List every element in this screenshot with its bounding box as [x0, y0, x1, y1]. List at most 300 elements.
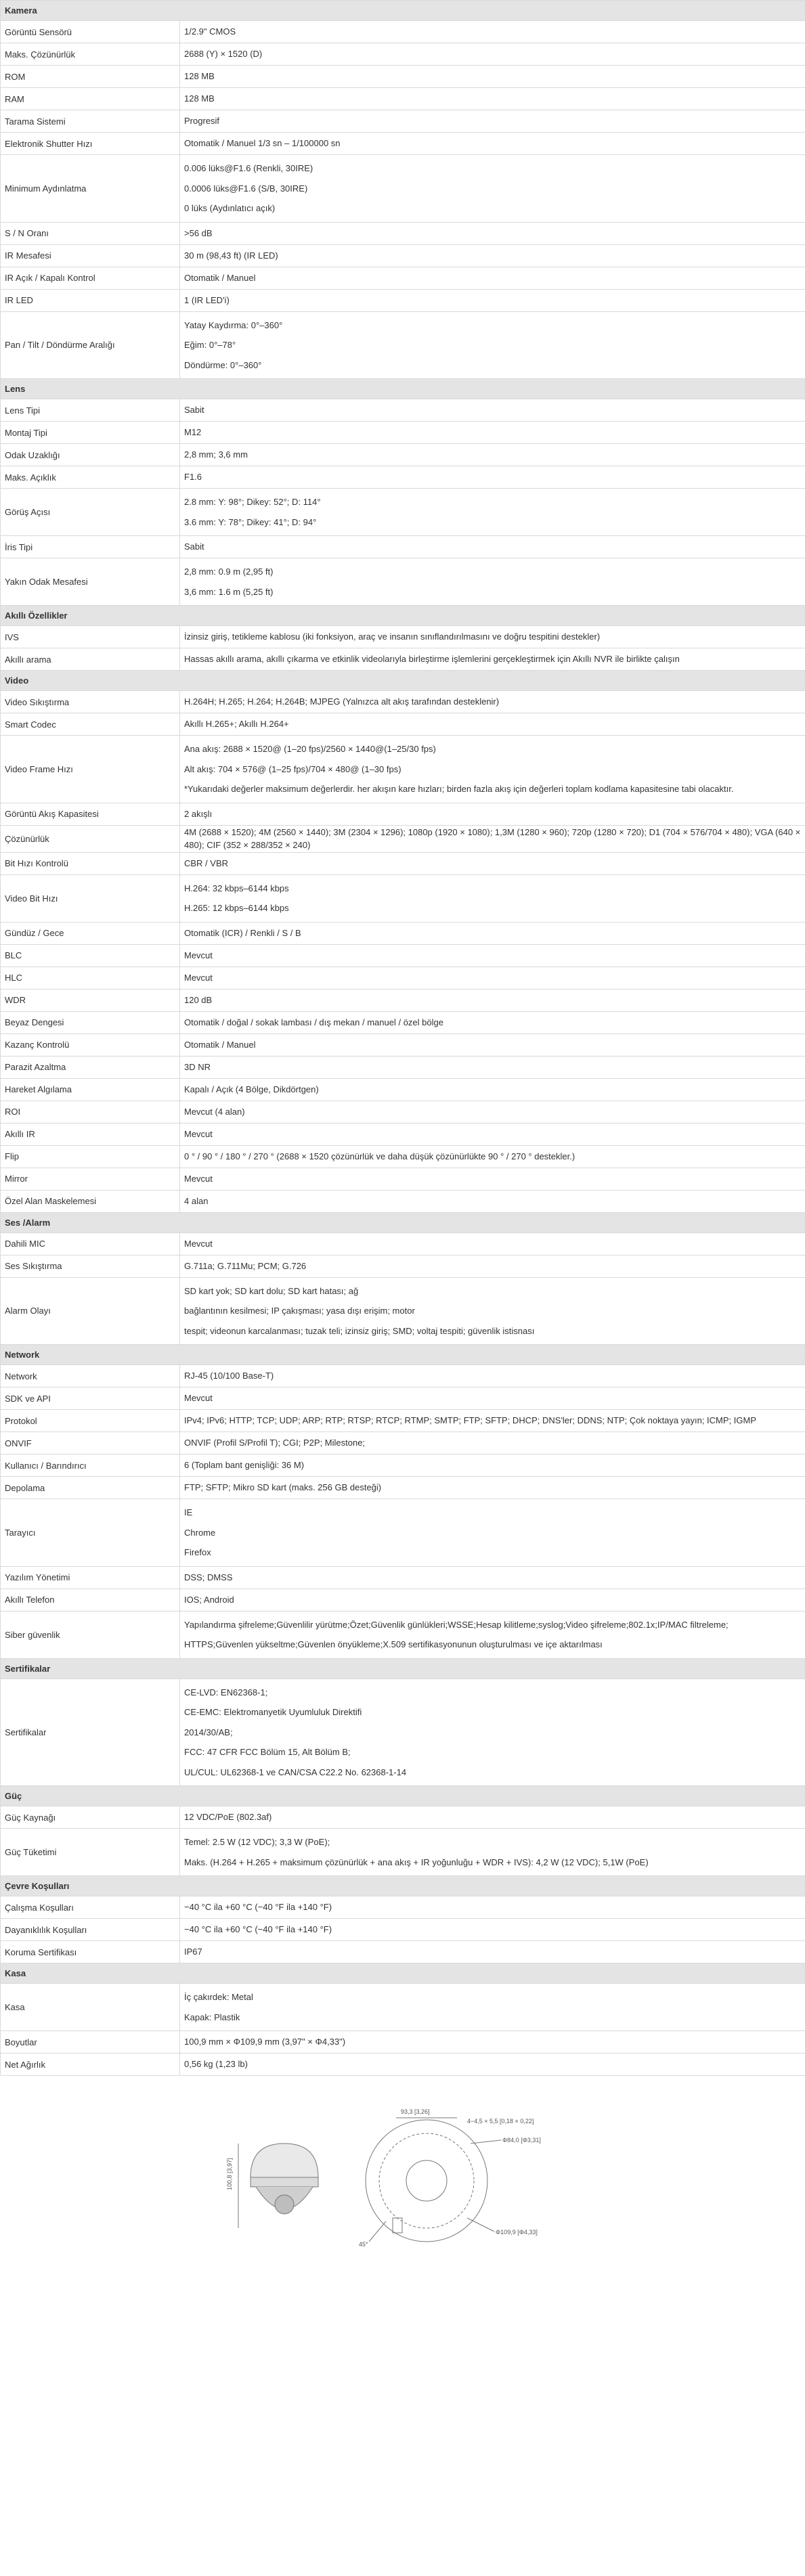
spec-label: Kullanıcı / Barındırıcı [1, 1454, 180, 1477]
spec-label: Odak Uzaklığı [1, 444, 180, 466]
section-title: Çevre Koşulları [1, 1876, 805, 1896]
spec-value-line: M12 [184, 427, 202, 438]
spec-row [1, 466, 805, 489]
spec-label: Görüntü Sensörü [1, 21, 180, 43]
spec-label: Tarama Sistemi [1, 110, 180, 133]
section-header [1, 1212, 805, 1233]
spec-row [1, 967, 805, 989]
spec-value-line: FCC: 47 CFR FCC Bölüm 15, Alt Bölüm B; [184, 1747, 351, 1757]
spec-label: Video Sıkıştırma [1, 691, 180, 713]
spec-value-line: 6 (Toplam bant genişliği: 36 M) [184, 1460, 305, 1471]
spec-value [180, 1387, 805, 1410]
spec-row [1, 1432, 805, 1454]
spec-value [180, 1101, 805, 1123]
spec-label: Sertifikalar [1, 1679, 180, 1786]
spec-value-line: Hassas akıllı arama, akıllı çıkarma ve etkinlik videolarıyla birleştirme işlemlerini gerçekleştirmek için Akıllı NVR ile birlikte çalışın [184, 654, 680, 665]
spec-label: Yazılım Yönetimi [1, 1566, 180, 1589]
spec-value-line: Sabit [184, 541, 204, 552]
spec-value-line: 2 akışlı [184, 808, 213, 819]
spec-row [1, 1679, 805, 1786]
spec-row [1, 133, 805, 155]
spec-row [1, 489, 805, 536]
spec-value [180, 1078, 805, 1101]
spec-value-line: Otomatik / Manuel [184, 272, 256, 283]
spec-value-line: IP67 [184, 1947, 202, 1957]
spec-value [180, 1611, 805, 1658]
spec-row [1, 536, 805, 558]
spec-label: Yakın Odak Mesafesi [1, 558, 180, 606]
spec-value-line: Mevcut [184, 1128, 213, 1139]
spec-label: WDR [1, 989, 180, 1011]
spec-value [180, 1190, 805, 1212]
spec-label: Siber güvenlik [1, 1611, 180, 1658]
spec-value-line: Alt akış: 704 × 576@ (1–25 fps)/704 × 480@ (1–30 fps) [184, 763, 401, 774]
spec-row [1, 691, 805, 713]
spec-value [180, 1123, 805, 1145]
spec-label: İris Tipi [1, 536, 180, 558]
spec-value [180, 311, 805, 379]
spec-label: Minimum Aydınlatma [1, 155, 180, 223]
spec-value-line: Mevcut [184, 1173, 213, 1184]
spec-row [1, 1255, 805, 1277]
spec-value-line: Kapak: Plastik [184, 2012, 240, 2022]
section-title: Kasa [1, 1963, 805, 1984]
spec-label: IVS [1, 626, 180, 648]
spec-value [180, 922, 805, 944]
spec-value [180, 1034, 805, 1056]
spec-label: BLC [1, 944, 180, 967]
spec-value [180, 691, 805, 713]
spec-row [1, 1589, 805, 1611]
angle-leader [369, 2221, 386, 2242]
camera-dimension-svg [223, 2103, 575, 2252]
dim-height-label: 100,8 [3,97] [226, 2158, 233, 2190]
spec-value [180, 626, 805, 648]
spec-value [180, 825, 805, 852]
spec-value [180, 558, 805, 606]
spec-row [1, 1896, 805, 1919]
spec-value-line: RJ-45 (10/100 Base-T) [184, 1371, 274, 1381]
spec-label: Çözünürlük [1, 825, 180, 852]
spec-value-line: 128 MB [184, 71, 215, 82]
spec-row [1, 1101, 805, 1123]
spec-value-line: Mevcut [184, 1238, 213, 1249]
spec-row [1, 267, 805, 289]
spec-value-line: ONVIF (Profil S/Profil T); CGI; P2P; Milestone; [184, 1438, 366, 1448]
spec-row [1, 989, 805, 1011]
spec-value [180, 267, 805, 289]
spec-value-line: 0 lüks (Aydınlatıcı açık) [184, 203, 276, 213]
spec-value-line: F1.6 [184, 472, 202, 483]
spec-row [1, 713, 805, 736]
spec-value [180, 1255, 805, 1277]
spec-value-line: tespit; videonun karcalanması; tuzak teli; izinsiz giriş; SMD; voltaj tespiti; güvenlik istisnası [184, 1325, 535, 1336]
spec-row [1, 1078, 805, 1101]
spec-value-line: 2014/30/AB; [184, 1727, 233, 1737]
spec-value-line: bağlantının kesilmesi; IP çakışması; yasa dışı erişim; motor [184, 1306, 415, 1316]
spec-value [180, 1454, 805, 1477]
spec-value-line: Ana akış: 2688 × 1520@ (1–20 fps)/2560 × 1440@(1–25/30 fps) [184, 744, 436, 754]
spec-value [180, 944, 805, 967]
spec-row [1, 558, 805, 606]
spec-value [180, 444, 805, 466]
spec-row [1, 311, 805, 379]
spec-value-line: Mevcut [184, 1393, 213, 1404]
spec-row [1, 2053, 805, 2076]
spec-row [1, 922, 805, 944]
spec-value [180, 222, 805, 244]
spec-row [1, 1806, 805, 1829]
dim-top-label: 93,3 [3,26] [401, 2108, 430, 2115]
spec-label: Protokol [1, 1410, 180, 1432]
spec-row [1, 1168, 805, 1190]
spec-value-line: İzinsiz giriş, tetikleme kablosu (iki fonksiyon, araç ve insanın sınıflandırılmasını ve doğru tespitini destekler) [184, 631, 601, 642]
spec-value [180, 803, 805, 825]
spec-value [180, 489, 805, 536]
center-circle [406, 2160, 447, 2201]
spec-value [180, 289, 805, 311]
spec-row [1, 1034, 805, 1056]
spec-value [180, 989, 805, 1011]
section-header [1, 1, 805, 21]
spec-value-line: Otomatik / Manuel 1/3 sn – 1/100000 sn [184, 138, 341, 149]
spec-value-line: 2,8 mm: 0.9 m (2,95 ft) [184, 567, 274, 577]
spec-row [1, 2031, 805, 2053]
spec-label: Alarm Olayı [1, 1277, 180, 1345]
spec-value [180, 466, 805, 489]
spec-label: Network [1, 1365, 180, 1387]
spec-row [1, 1056, 805, 1078]
spec-label: Flip [1, 1145, 180, 1168]
spec-value-line: Otomatik / doğal / sokak lambası / dış mekan / manuel / özel bölge [184, 1017, 443, 1027]
spec-label: Akıllı IR [1, 1123, 180, 1145]
spec-value [180, 1233, 805, 1255]
spec-label: Kazanç Kontrolü [1, 1034, 180, 1056]
spec-value-line: 1/2.9" CMOS [184, 26, 236, 37]
spec-value-line: Döndürme: 0°–360° [184, 359, 262, 370]
spec-value [180, 1365, 805, 1387]
spec-value-line: −40 °C ila +60 °C (−40 °F ila +140 °F) [184, 1924, 332, 1935]
spec-value-line: IE [184, 1507, 193, 1517]
spec-value [180, 648, 805, 671]
spec-label: Güç Tüketimi [1, 1829, 180, 1876]
spec-row [1, 1919, 805, 1941]
spec-value [180, 1145, 805, 1168]
spec-value-line: 0,56 kg (1,23 lb) [184, 2059, 248, 2070]
spec-row [1, 1611, 805, 1658]
lens-circle [275, 2195, 294, 2214]
spec-value-line: 2,8 mm; 3,6 mm [184, 449, 248, 460]
spec-value-line: Chrome [184, 1527, 216, 1538]
spec-row [1, 399, 805, 422]
spec-row [1, 626, 805, 648]
spec-label: Tarayıcı [1, 1499, 180, 1567]
spec-value-line: 100,9 mm × Φ109,9 mm (3,97" × Φ4,33") [184, 2037, 346, 2047]
spec-value-line: CBR / VBR [184, 858, 229, 868]
spec-value [180, 1432, 805, 1454]
spec-label: Dahili MIC [1, 1233, 180, 1255]
spec-row [1, 1454, 805, 1477]
spec-row [1, 648, 805, 671]
spec-value [180, 1941, 805, 1963]
spec-value [180, 2031, 805, 2053]
spec-value-line: Sabit [184, 405, 204, 416]
spec-row [1, 66, 805, 88]
spec-label: SDK ve API [1, 1387, 180, 1410]
spec-value-line: İç çakırdek: Metal [184, 1992, 253, 2002]
spec-row [1, 1984, 805, 2031]
spec-value-line: IOS; Android [184, 1594, 234, 1605]
spec-label: Pan / Tilt / Döndürme Aralığı [1, 311, 180, 379]
spec-row [1, 1123, 805, 1145]
dim-inner-label: Φ84,0 [Φ3,31] [502, 2137, 541, 2144]
spec-label: Özel Alan Maskelemesi [1, 1190, 180, 1212]
spec-value-line: DSS; DMSS [184, 1572, 233, 1582]
spec-label: ROI [1, 1101, 180, 1123]
spec-value-line: Temel: 2.5 W (12 VDC); 3,3 W (PoE); [184, 1837, 330, 1847]
spec-value [180, 1829, 805, 1876]
spec-label: IR Açık / Kapalı Kontrol [1, 267, 180, 289]
spec-value-line: H.264: 32 kbps–6144 kbps [184, 883, 289, 893]
spec-value [180, 21, 805, 43]
spec-row [1, 1190, 805, 1212]
spec-value [180, 244, 805, 267]
spec-value-line: UL/CUL: UL62368-1 ve CAN/CSA C22.2 No. 62368-1-14 [184, 1767, 407, 1777]
spec-label: ROM [1, 66, 180, 88]
spec-label: Beyaz Dengesi [1, 1011, 180, 1034]
spec-value [180, 874, 805, 922]
spec-value-line: −40 °C ila +60 °C (−40 °F ila +140 °F) [184, 1902, 332, 1913]
spec-value-line: 3D NR [184, 1061, 211, 1072]
spec-value-line: G.711a; G.711Mu; PCM; G.726 [184, 1260, 307, 1271]
spec-value [180, 1679, 805, 1786]
spec-value-line: H.264H; H.265; H.264; H.264B; MJPEG (Yalnızca alt akış tarafından desteklenir) [184, 696, 500, 707]
spec-row [1, 110, 805, 133]
spec-row [1, 1477, 805, 1499]
spec-value-line: Otomatik (ICR) / Renkli / S / B [184, 927, 301, 938]
spec-label: Akıllı arama [1, 648, 180, 671]
spec-row [1, 852, 805, 874]
dim-angle-label: 45° [359, 2241, 368, 2248]
spec-value-line: IPv4; IPv6; HTTP; TCP; UDP; ARP; RTP; RTSP; RTCP; RTMP; SMTP; FTP; SFTP; DHCP; DNS'ler; DDNS; NTP; Çok noktaya yayın; ICMP; IGMP [184, 1415, 756, 1426]
spec-value-line: 3,6 mm: 1.6 m (5,25 ft) [184, 586, 274, 597]
section-header [1, 1876, 805, 1896]
spec-label: Bit Hızı Kontrolü [1, 852, 180, 874]
spec-value-line: 12 VDC/PoE (802.3af) [184, 1812, 272, 1823]
spec-label: Kasa [1, 1984, 180, 2031]
spec-label: IR LED [1, 289, 180, 311]
spec-label: S / N Oranı [1, 222, 180, 244]
spec-value [180, 852, 805, 874]
spec-row [1, 825, 805, 852]
spec-value [180, 536, 805, 558]
section-header [1, 379, 805, 399]
spec-value-line: 4M (2688 × 1520); 4M (2560 × 1440); 3M (2304 × 1296); 1080p (1920 × 1080); 1,3M (1280 × 960); 720p (1280 × 720); D1 (704 × 576/704 × 480); VGA (640 × 480); CIF (352 × 288/352 × 240) [184, 826, 801, 850]
spec-value [180, 66, 805, 88]
section-title: Video [1, 671, 805, 691]
spec-label: Elektronik Shutter Hızı [1, 133, 180, 155]
spec-row [1, 803, 805, 825]
spec-row [1, 1145, 805, 1168]
spec-row [1, 1011, 805, 1034]
spec-label: Lens Tipi [1, 399, 180, 422]
spec-value [180, 399, 805, 422]
spec-value [180, 422, 805, 444]
spec-label: Ses Sıkıştırma [1, 1255, 180, 1277]
spec-value-line: 3.6 mm: Y: 78°; Dikey: 41°; D: 94° [184, 516, 317, 527]
spec-value-line: Akıllı H.265+; Akıllı H.264+ [184, 719, 289, 730]
spec-label: RAM [1, 88, 180, 110]
spec-value [180, 43, 805, 66]
spec-row [1, 21, 805, 43]
spec-value [180, 1919, 805, 1941]
spec-value-line: 128 MB [184, 93, 215, 104]
section-title: Sertifikalar [1, 1658, 805, 1679]
spec-label: Video Frame Hızı [1, 736, 180, 803]
section-header [1, 1345, 805, 1365]
spec-value-line: Firefox [184, 1547, 211, 1557]
spec-value-line: CE-LVD: EN62368-1; [184, 1687, 268, 1697]
spec-value [180, 967, 805, 989]
spec-label: Smart Codec [1, 713, 180, 736]
spec-row [1, 944, 805, 967]
spec-value-line: CE-EMC: Elektromanyetik Uyumluluk Direktifi [184, 1707, 362, 1717]
spec-row [1, 1829, 805, 1876]
spec-row [1, 1566, 805, 1589]
spec-value-line: HTTPS;Güvenlen yükseltme;Güvenlen önyükleme;X.509 sertifikasyonunun oluşturulması ve içe aktarılması [184, 1639, 603, 1649]
spec-label: Maks. Açıklık [1, 466, 180, 489]
dimension-drawing [0, 2076, 805, 2262]
section-header [1, 1786, 805, 1806]
section-title: Lens [1, 379, 805, 399]
spec-value-line: Yapılandırma şifreleme;Güvenlilir yürütme;Özet;Güvenlik günlükleri;WSSE;Hesap kilitleme;syslog;Video şifreleme;802.1x;IP/MAC filtreleme; [184, 1619, 728, 1630]
section-header [1, 671, 805, 691]
spec-label: Koruma Sertifikası [1, 1941, 180, 1963]
spec-row [1, 422, 805, 444]
spec-label: HLC [1, 967, 180, 989]
spec-label: Güç Kaynağı [1, 1806, 180, 1829]
spec-value-line: 2.8 mm: Y: 98°; Dikey: 52°; D: 114° [184, 497, 321, 507]
spec-value-line: Otomatik / Manuel [184, 1039, 256, 1050]
spec-value [180, 88, 805, 110]
spec-value-line: 4 alan [184, 1195, 209, 1206]
spec-value [180, 1566, 805, 1589]
spec-label: Dayanıklılık Koşulları [1, 1919, 180, 1941]
spec-value-line: 0 ° / 90 ° / 180 ° / 270 ° (2688 × 1520 çözünürlük ve daha düşük çözünürlükte 90 ° / 270 ° destekler.) [184, 1151, 575, 1161]
spec-row [1, 222, 805, 244]
spec-row [1, 244, 805, 267]
spec-value-line: Progresif [184, 116, 220, 127]
top-view [366, 2118, 501, 2242]
spec-label: Maks. Çözünürlük [1, 43, 180, 66]
spec-row [1, 289, 805, 311]
section-title: Kamera [1, 1, 805, 21]
section-header [1, 1963, 805, 1984]
spec-value [180, 1056, 805, 1078]
spec-value-line: SD kart yok; SD kart dolu; SD kart hatası; ağ [184, 1285, 359, 1296]
spec-value-line: Yatay Kaydırma: 0°–360° [184, 319, 283, 330]
spec-value-line: 0.006 lüks@F1.6 (Renkli, 30IRE) [184, 163, 313, 173]
spec-value [180, 1806, 805, 1829]
spec-value [180, 1011, 805, 1034]
spec-row [1, 1233, 805, 1255]
section-title: Network [1, 1345, 805, 1365]
spec-value [180, 133, 805, 155]
spec-value-line: Mevcut [184, 950, 213, 960]
section-title: Güç [1, 1786, 805, 1806]
spec-value-line: 1 (IR LED'i) [184, 294, 230, 305]
spec-row [1, 444, 805, 466]
spec-value [180, 1410, 805, 1432]
spec-value [180, 110, 805, 133]
spec-value [180, 1896, 805, 1919]
spec-label: Depolama [1, 1477, 180, 1499]
spec-value-line: 30 m (98,43 ft) (IR LED) [184, 250, 278, 261]
side-view [238, 2144, 318, 2228]
spec-value-line: Kapalı / Açık (4 Bölge, Dikdörtgen) [184, 1084, 319, 1094]
spec-label: Boyutlar [1, 2031, 180, 2053]
spec-label: IR Mesafesi [1, 244, 180, 267]
spec-label: Hareket Algılama [1, 1078, 180, 1101]
spec-label: Akıllı Telefon [1, 1589, 180, 1611]
spec-label: Mirror [1, 1168, 180, 1190]
spec-label: Net Ağırlık [1, 2053, 180, 2076]
spec-label: Video Bit Hızı [1, 874, 180, 922]
spec-value-line: Maks. (H.264 + H.265 + maksimum çözünürlük + ana akış + IR yoğunluğu + WDR + IVS): 4,2 W (12 VDC); 5,1W (PoE) [184, 1857, 649, 1867]
spec-value-line: H.265: 12 kbps–6144 kbps [184, 903, 289, 913]
section-header [1, 606, 805, 626]
spec-row [1, 1941, 805, 1963]
spec-value [180, 155, 805, 223]
section-title: Akıllı Özellikler [1, 606, 805, 626]
spec-value [180, 2053, 805, 2076]
spec-value [180, 1589, 805, 1611]
outer-leader [467, 2218, 494, 2231]
spec-value-line: FTP; SFTP; Mikro SD kart (maks. 256 GB desteği) [184, 1482, 382, 1493]
spec-label: Montaj Tipi [1, 422, 180, 444]
spec-value-line: 0.0006 lüks@F1.6 (S/B, 30IRE) [184, 183, 308, 194]
dome-top [251, 2144, 318, 2177]
spec-row [1, 1387, 805, 1410]
spec-value-line: Mevcut (4 alan) [184, 1106, 245, 1117]
spec-label: Gündüz / Gece [1, 922, 180, 944]
spec-row [1, 1365, 805, 1387]
spec-value [180, 713, 805, 736]
spec-value [180, 1477, 805, 1499]
spec-row [1, 43, 805, 66]
spec-value [180, 1277, 805, 1345]
dim-outer-label: Φ109,9 [Φ4,33] [496, 2229, 538, 2236]
spec-row [1, 1499, 805, 1567]
spec-value [180, 1168, 805, 1190]
spec-value-line: Eğim: 0°–78° [184, 340, 236, 350]
spec-row [1, 736, 805, 803]
spec-row [1, 155, 805, 223]
spec-value-line: >56 dB [184, 227, 213, 238]
spec-value [180, 1984, 805, 2031]
dome-ring [251, 2177, 318, 2187]
spec-value-line: 120 dB [184, 994, 213, 1005]
spec-label: Görüş Açısı [1, 489, 180, 536]
spec-row [1, 874, 805, 922]
spec-value-line: *Yukarıdaki değerler maksimum değerlerdir. her akışın kare hızları; birden fazla akış için değerleri toplam kodlama kapasitesine tabi olacaktır. [184, 784, 734, 794]
spec-row [1, 88, 805, 110]
inner-circle [379, 2133, 474, 2228]
spec-row [1, 1277, 805, 1345]
section-title: Ses /Alarm [1, 1212, 805, 1233]
spec-value [180, 736, 805, 803]
spec-label: ONVIF [1, 1432, 180, 1454]
